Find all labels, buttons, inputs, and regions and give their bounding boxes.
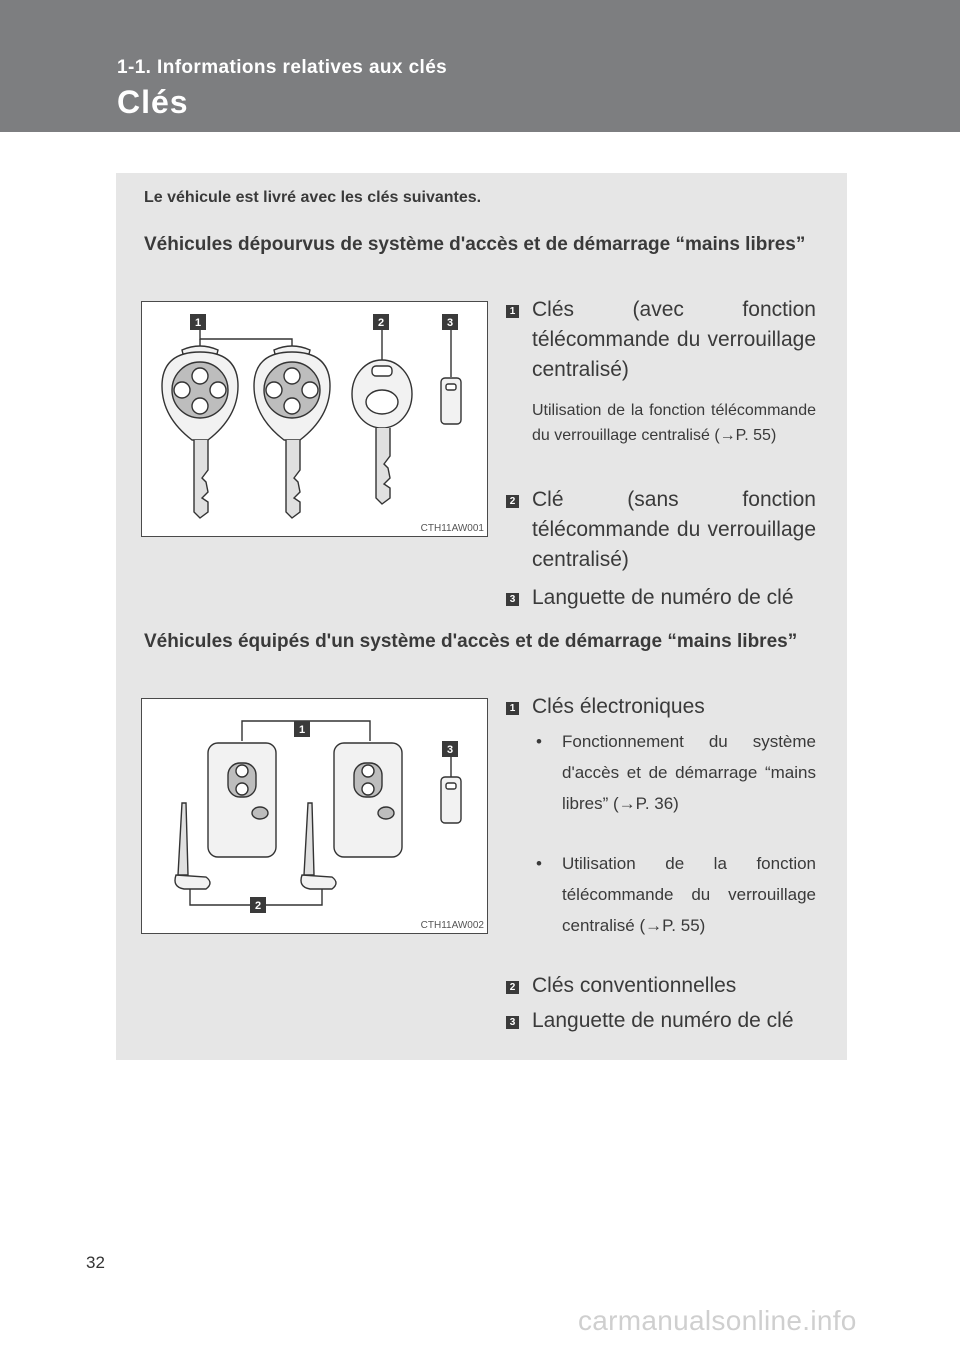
page-title: Clés <box>117 84 189 120</box>
figure-code: CTH11AW001 <box>420 523 484 534</box>
item-text: Clés électroniques <box>532 695 705 718</box>
figure-callout-number: 1 <box>194 317 202 329</box>
figure-callout-number: 3 <box>446 317 454 329</box>
bullet-symbol: • <box>536 732 542 751</box>
list-item <box>506 1006 816 1036</box>
section-b-heading: Véhicules équipés d'un système d'accès et de démarrage “mains libres” <box>144 631 798 652</box>
item-marker: 2 <box>506 495 519 508</box>
item-marker: 1 <box>506 702 519 715</box>
section-a-heading: Véhicules dépourvus de système d'accès et de démarrage “mains libres” <box>144 234 806 255</box>
item-marker: 3 <box>506 593 519 606</box>
item-text: Languette de numéro de clé <box>532 586 794 609</box>
figure-callout-number: 2 <box>377 317 385 329</box>
smart-key-icon <box>175 743 276 889</box>
item-text: Languette de numéro de clé <box>532 1009 794 1032</box>
bullet-text: Fonctionnement du système d'accès et de démarrage “mains libres” (→P. 36) <box>562 732 816 813</box>
list-item <box>506 583 816 613</box>
item-text: Clés conventionnelles <box>532 974 737 997</box>
item-marker: 1 <box>506 305 519 318</box>
item-note: Utilisation de la fonction télécommande du verrouillage centralisé (→P. 55) <box>532 402 816 444</box>
smart-keys-illustration <box>142 699 487 933</box>
item-text: Clés (avec fonction télécommande du verrouillage centralisé) <box>532 298 816 381</box>
figure-callouts <box>190 314 458 330</box>
item-marker: 2 <box>506 981 519 994</box>
list-item <box>506 295 816 385</box>
page-header <box>0 0 960 132</box>
key-number-tag-icon <box>441 777 461 823</box>
bullet-text: Utilisation de la fonction télécommande du verrouillage centralisé (→P. 55) <box>562 854 816 935</box>
section-label: 1-1. Informations relatives aux clés <box>117 57 448 78</box>
list-item <box>506 971 816 1001</box>
list-item <box>506 692 816 722</box>
watermark: carmanualsonline.info <box>578 1305 857 1336</box>
bullet-symbol: • <box>536 854 542 873</box>
remote-key-icon <box>254 346 330 518</box>
bullet-item <box>536 726 816 850</box>
figure-code: CTH11AW002 <box>420 920 484 931</box>
figure-smart-keys <box>141 698 488 934</box>
figure-callout-number: 3 <box>446 744 454 756</box>
plain-key-icon <box>352 360 412 504</box>
remote-key-icon <box>162 346 238 518</box>
item-text: Clé (sans fonction télécommande du verrouillage centralisé) <box>532 488 816 571</box>
smart-key-icon <box>301 743 402 889</box>
list-item <box>506 485 816 575</box>
figure-remote-keys <box>141 301 488 537</box>
figure-callout-number: 1 <box>298 724 306 736</box>
key-number-tag-icon <box>441 378 461 424</box>
page-number: 32 <box>86 1253 105 1272</box>
bullet-item <box>536 848 816 972</box>
keys-illustration <box>142 302 487 536</box>
intro-text: Le véhicule est livré avec les clés suivantes. <box>144 189 482 206</box>
figure-callout-number: 2 <box>254 900 262 912</box>
item-marker: 3 <box>506 1016 519 1029</box>
